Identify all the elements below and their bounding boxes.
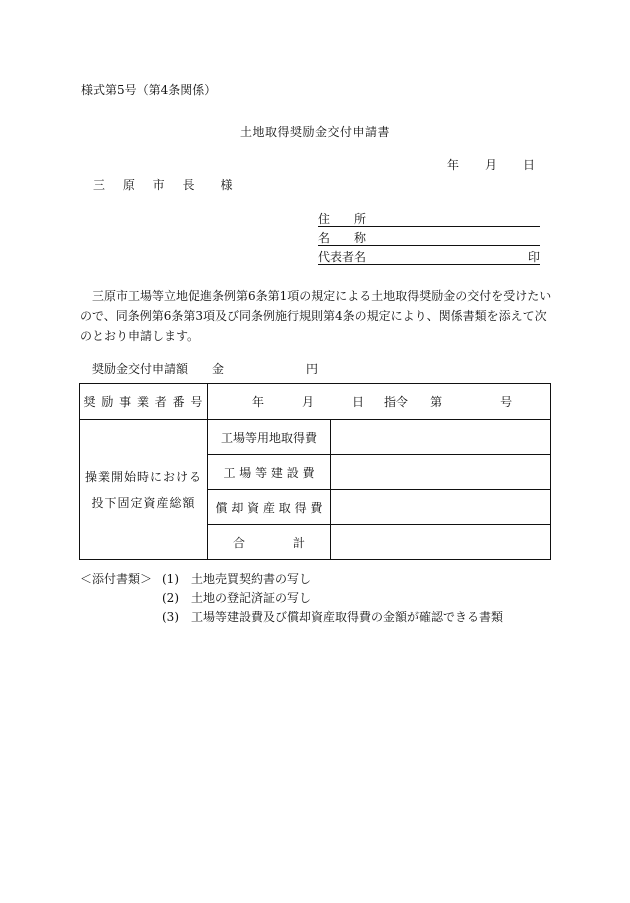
attachment-item: [162, 608, 503, 625]
designation-year: 年: [252, 395, 265, 409]
designation-month: 月: [302, 395, 315, 409]
address-field[interactable]: [318, 210, 540, 227]
seal-mark: 印: [527, 250, 540, 264]
designation-number-prefix: 第: [430, 395, 443, 409]
row-value-construction[interactable]: [331, 455, 551, 490]
application-date: [447, 156, 535, 173]
application-statement: 三原市工場等立地促進条例第6条第1項の規定による土地取得奨励金の交付を受けたいので、同条例第6条第3項及び同条例施行規則第4条の規定により、関係書類を添えて次のとおり申請します。: [80, 289, 552, 343]
attachment-item: [162, 589, 311, 606]
date-year: 年: [447, 158, 460, 172]
attachment-number: (2): [162, 591, 179, 605]
designation-command: 指令: [384, 395, 409, 409]
document-title: 土地取得奨励金交付申請書: [239, 125, 390, 139]
application-table: [79, 383, 551, 560]
attachments-label: ＜添付書類＞: [80, 572, 153, 586]
address-label: 住 所: [318, 212, 367, 226]
row-value-depreciable[interactable]: [331, 490, 551, 525]
investment-label-line2: 投下固定資産総額: [91, 495, 196, 510]
row-value-total[interactable]: [331, 525, 551, 560]
attachment-item: [162, 570, 311, 587]
designation-label-cell: [80, 384, 208, 420]
designation-day: 日: [352, 395, 365, 409]
row-value-land[interactable]: [331, 420, 551, 455]
form-number: 様式第5号（第4条関係）: [81, 83, 217, 97]
representative-field[interactable]: [318, 248, 540, 265]
designation-value-cell[interactable]: [208, 384, 551, 420]
investment-label-line1: 操業開始時における: [84, 469, 202, 484]
attachment-text: 土地売買契約書の写し: [191, 572, 312, 586]
attachment-text: 土地の登記済証の写し: [191, 591, 312, 605]
company-name-field[interactable]: [318, 229, 540, 246]
date-day: 日: [523, 158, 536, 172]
representative-label: 代表者名: [318, 250, 367, 264]
row-label-construction: 工 場 等 建 設 費: [208, 455, 331, 490]
designation-label: 奨 励 事 業 者 番 号: [83, 395, 204, 409]
investment-label-cell: [80, 420, 208, 560]
row-label-total: 合 計: [208, 525, 331, 560]
attachment-number: (1): [162, 572, 179, 586]
attachment-number: (3): [162, 610, 179, 624]
amount-label: 奨励金交付申請額: [92, 362, 189, 376]
amount-unit: 円: [306, 362, 319, 376]
company-name-label: 名 称: [318, 231, 367, 245]
addressee: 三 原 市 長 様: [93, 178, 240, 192]
designation-number-suffix: 号: [500, 395, 513, 409]
attachment-text: 工場等建設費及び償却資産取得費の金額が確認できる書類: [191, 610, 504, 624]
requested-amount: [92, 360, 318, 377]
date-month: 月: [485, 158, 498, 172]
row-label-depreciable: 償 却 資 産 取 得 費: [208, 490, 331, 525]
amount-prefix: 金: [212, 362, 225, 376]
row-label-land: 工場等用地取得費: [208, 420, 331, 455]
